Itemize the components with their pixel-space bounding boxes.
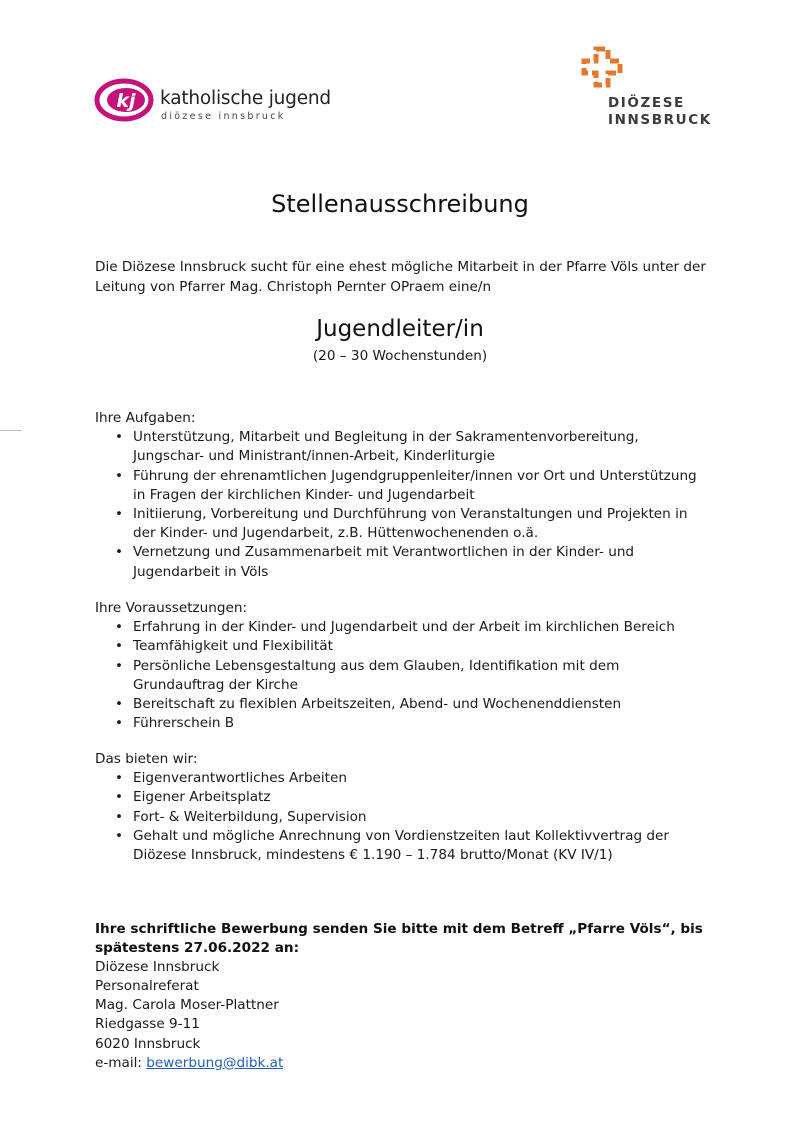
address-line: Mag. Carola Moser-Plattner	[95, 997, 279, 1014]
section-voraussetzungen	[95, 599, 707, 733]
email-line	[95, 1054, 715, 1073]
working-hours: (20 – 30 Wochenstunden)	[312, 348, 488, 364]
section-heading: Ihre Voraussetzungen:	[95, 600, 248, 616]
section-heading: Das bieten wir:	[95, 751, 198, 767]
bullet-list	[95, 618, 707, 733]
bullet-list	[95, 428, 707, 582]
address-line: Diözese Innsbruck	[95, 959, 220, 976]
dioezese-logo-line1: DIÖZESE	[608, 95, 685, 111]
application-instruction: Ihre schriftliche Bewerbung senden Sie bitte mit dem Betreff „Pfarre Völs“, bis spätestens 27.06.2022 an:	[95, 921, 703, 957]
list-item: • Gehalt und mögliche Anrechnung von Vordienstzeiten laut Kollektivvertrag der Diözese Innsbruck, mindestens € 1.190 – 1.784 brutto/Monat (KV IV/1)	[133, 827, 707, 865]
email-label: e-mail:	[95, 1054, 147, 1071]
email-link[interactable]: bewerbung@dibk.at	[146, 1054, 284, 1071]
list-item: • Erfahrung in der Kinder- und Jugendarbeit und der Arbeit im kirchlichen Bereich	[133, 618, 707, 637]
dioezese-logo	[580, 46, 720, 136]
list-item: • Führerschein B	[133, 714, 707, 733]
address-line: Riedgasse 9-11	[95, 1016, 200, 1033]
section-aufgaben	[95, 409, 707, 582]
list-item: • Vernetzung und Zusammenarbeit mit Verantwortlichen in der Kinder- und Jugendarbeit in Völs	[133, 543, 707, 581]
kj-logo-mark-icon	[94, 78, 158, 124]
svg-text:kj: kj	[116, 90, 136, 112]
bullet-list	[95, 769, 707, 865]
list-item: • Initiierung, Vorbereitung und Durchführung von Veranstaltungen und Projekten in der Kinder- und Jugendarbeit, z.B. Hüttenwochenenden o.ä.	[133, 505, 707, 543]
address-line: Personalreferat	[95, 978, 199, 995]
list-item: • Führung der ehrenamtlichen Jugendgruppenleiter/innen vor Ort und Unterstützung in Fragen der kirchlichen Kinder- und Jugendarbeit	[133, 467, 707, 505]
intro-paragraph: Die Diözese Innsbruck sucht für eine ehest mögliche Mitarbeit in der Pfarre Völs unter der Leitung von Pfarrer Mag. Christoph Pernter OPraem eine/n	[95, 259, 706, 295]
list-item: • Eigenverantwortliches Arbeiten	[133, 769, 707, 788]
list-item: • Eigener Arbeitsplatz	[133, 788, 707, 807]
section-angebot	[95, 750, 707, 865]
kj-logo-name: katholische jugend	[160, 88, 331, 109]
kj-logo-subtitle: diözese innsbruck	[161, 111, 286, 122]
section-heading: Ihre Aufgaben:	[95, 410, 196, 426]
list-item: • Teamfähigkeit und Flexibilität	[133, 637, 707, 656]
fold-mark	[0, 430, 22, 431]
kj-logo	[94, 78, 334, 124]
list-item: • Unterstützung, Mitarbeit und Begleitung in der Sakramentenvorbereitung, Jungschar- und Ministrant/innen-Arbeit, Kinderliturgie	[133, 428, 707, 466]
page-title: Stellenausschreibung	[271, 190, 529, 218]
list-item: • Fort- & Weiterbildung, Supervision	[133, 808, 707, 827]
cross-logo-icon	[580, 46, 630, 90]
job-title: Jugendleiter/in	[316, 316, 484, 342]
address-line: 6020 Innsbruck	[95, 1035, 201, 1052]
list-item: • Persönliche Lebensgestaltung aus dem Glauben, Identifikation mit dem Grundauftrag der Kirche	[133, 657, 707, 695]
list-item: • Bereitschaft zu flexiblen Arbeitszeiten, Abend- und Wochenenddiensten	[133, 695, 707, 714]
dioezese-logo-line2: INNSBRUCK	[608, 112, 712, 128]
application-block	[95, 920, 715, 1073]
